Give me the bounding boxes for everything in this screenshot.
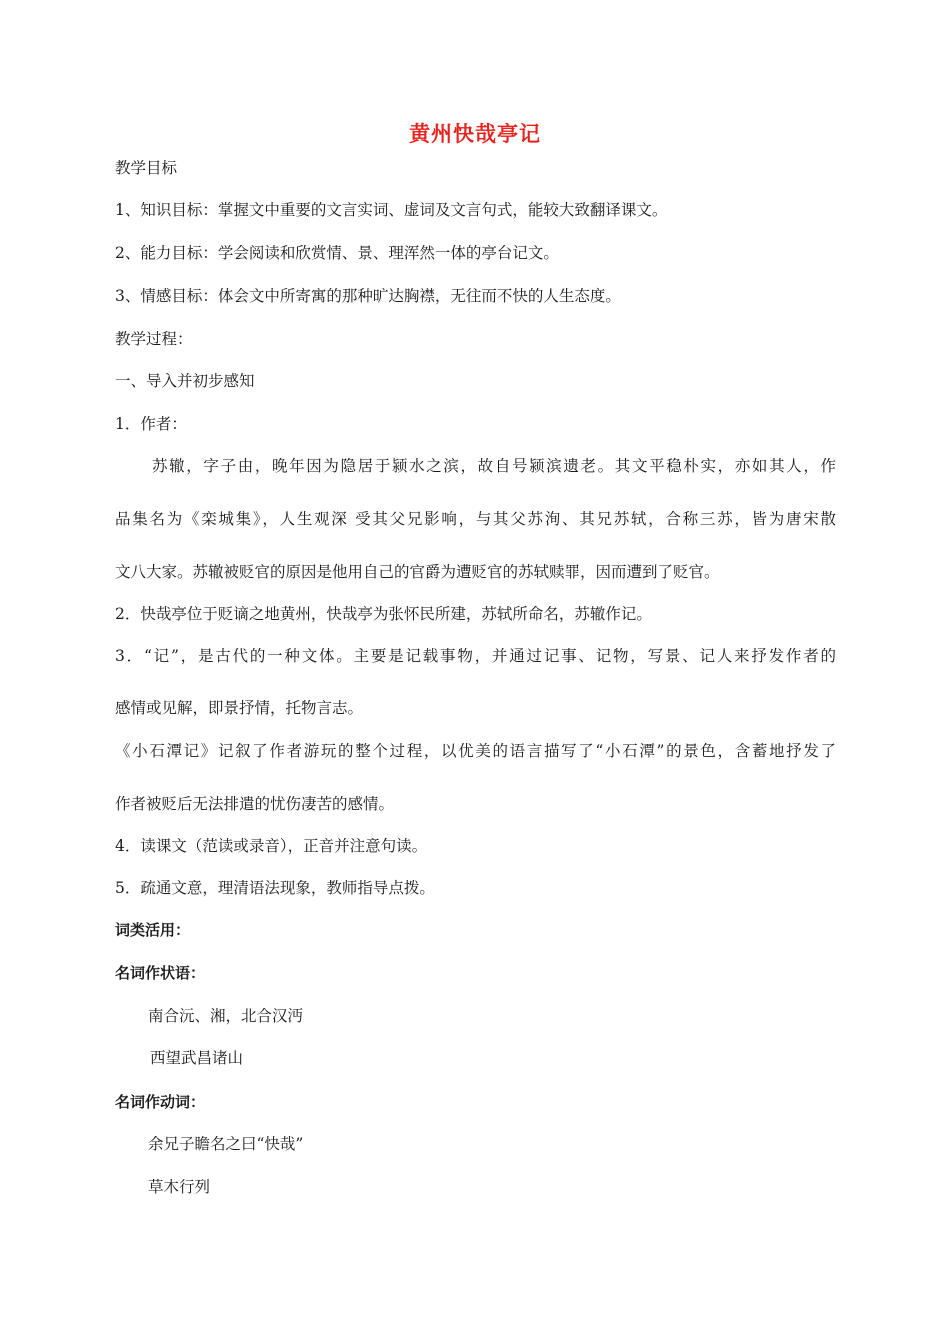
example-adverbial-1: 南合沅、湘，北合汉沔: [148, 1007, 304, 1025]
xiaoshitan-paragraph-line-1: 《小石潭记》记叙了作者游玩的整个过程，以优美的语言描写了“小石潭”的景色，含蓄地抒发了: [115, 742, 836, 760]
example-adverbial-2: 西望武昌诸山: [150, 1049, 244, 1067]
author-paragraph-line-3: 文八大家。苏辙被贬官的原因是他用自己的官爵为遭贬官的苏轼赎罪，因而遭到了贬官。: [115, 563, 720, 581]
item-explain-text: 5．疏通文意，理清语法现象，教师指导点拨。: [115, 879, 435, 897]
section-heading-teaching-process: 教学过程：: [115, 330, 193, 348]
part-one-heading: 一、导入并初步感知: [115, 372, 255, 390]
item-author-heading: 1．作者：: [115, 415, 187, 433]
example-verb-1: 余兄子瞻名之曰“快哉”: [148, 1135, 304, 1153]
goal-ability: 2、能力目标：学会阅读和欣赏情、景、理浑然一体的亭台记文。: [115, 244, 559, 262]
goal-emotion: 3、情感目标：体会文中所寄寓的那种旷达胸襟，无往而不快的人生态度。: [115, 287, 621, 305]
item-ji-genre-line-1: 3．“记”，是古代的一种文体。主要是记载事物，并通过记事、记物，写景、记人来抒发作者的: [115, 647, 836, 665]
item-kuaizai-pavilion: 2．快哉亭位于贬谪之地黄州，快哉亭为张怀民所建，苏轼所命名，苏辙作记。: [115, 605, 652, 623]
author-paragraph-line-2: 品集名为《栾城集》，人生观深 受其父兄影响，与其父苏洵、其兄苏轼，合称三苏，皆为唐宋散: [115, 510, 836, 528]
heading-noun-as-verb: 名词作动词：: [115, 1093, 206, 1111]
section-heading-teaching-goals: 教学目标: [115, 159, 178, 177]
example-verb-2: 草木行列: [148, 1178, 211, 1196]
item-read-text: 4．读课文（范读或录音），正音并注意句读。: [115, 837, 428, 855]
author-paragraph-line-1: 苏辙，字子由，晚年因为隐居于颍水之滨，故自号颍滨遗老。其文平稳朴实，亦如其人，作: [152, 457, 836, 475]
xiaoshitan-paragraph-line-2: 作者被贬后无法排遣的忧伤凄苦的感情。: [115, 795, 395, 813]
document-title: 黄州快哉亭记: [409, 122, 541, 146]
heading-noun-as-adverbial: 名词作状语：: [115, 964, 206, 982]
item-ji-genre-line-2: 感情或见解，即景抒情，托物言志。: [115, 699, 364, 717]
goal-knowledge: 1、知识目标：掌握文中重要的文言实词、虚词及文言句式，能较大致翻译课文。: [115, 201, 668, 219]
heading-word-class-usage: 词类活用：: [115, 921, 191, 939]
